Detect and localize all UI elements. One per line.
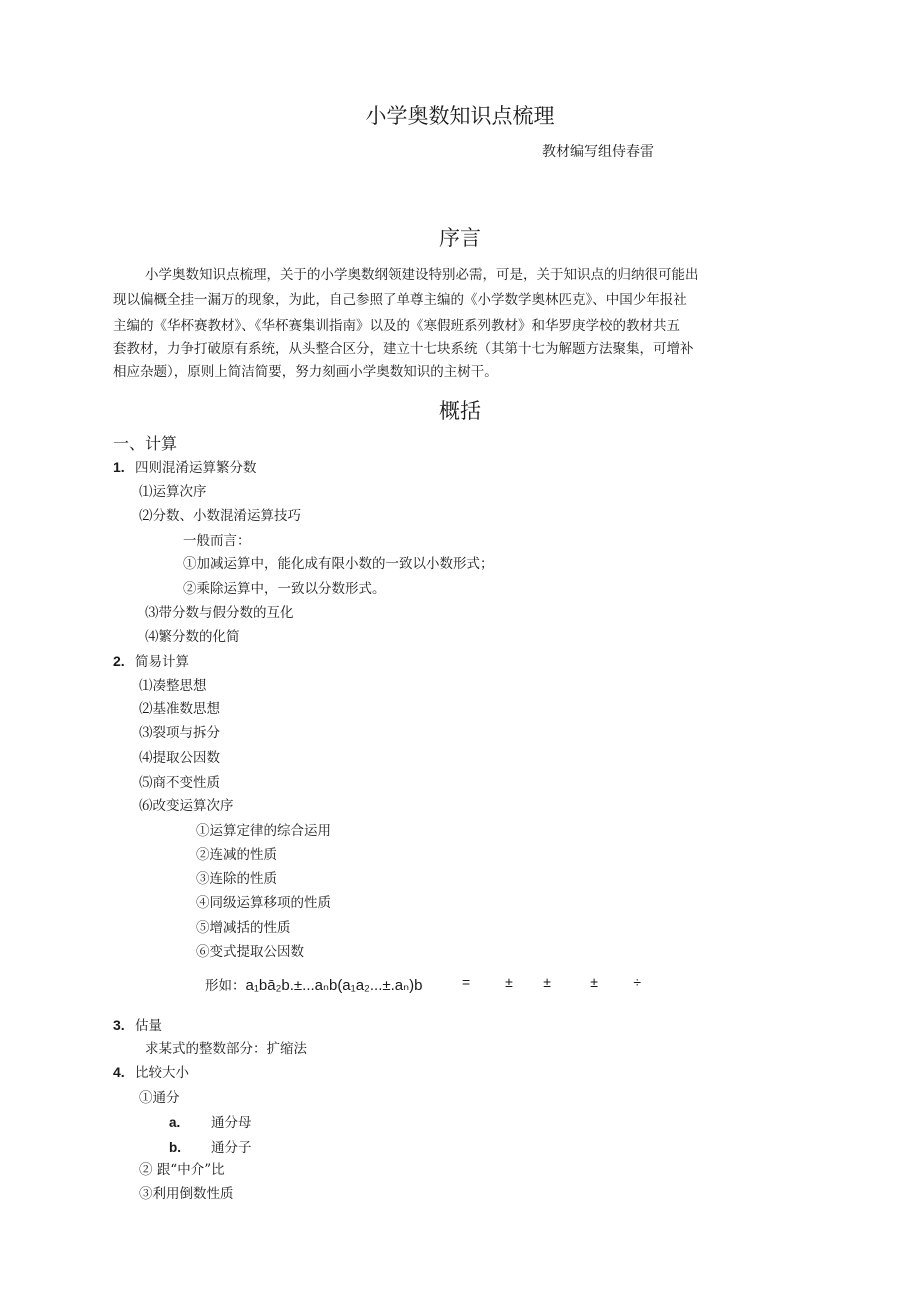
subsection-title: 简易计算 bbox=[135, 654, 189, 670]
list-item bbox=[169, 1136, 252, 1156]
subsection-number: 1. bbox=[113, 459, 125, 475]
formula-operator: ± bbox=[505, 974, 513, 990]
list-item: ①运算定律的综合运用 bbox=[196, 823, 331, 839]
list-item: ④同级运算移项的性质 bbox=[196, 895, 331, 911]
list-letter: b. bbox=[169, 1140, 181, 1155]
list-item: ⑶裂项与拆分 bbox=[139, 725, 220, 741]
outline-heading: 概括 bbox=[439, 399, 481, 423]
list-item: ③连除的性质 bbox=[196, 871, 277, 887]
list-item: ①通分 bbox=[139, 1090, 180, 1106]
formula-operator: ± bbox=[543, 974, 551, 990]
list-item: ①加减运算中，能化成有限小数的一致以小数形式； bbox=[183, 556, 494, 572]
subsection-description: 求某式的整数部分：扩缩法 bbox=[145, 1041, 307, 1057]
formula-equals: = bbox=[462, 974, 471, 990]
list-item: ⑷提取公因数 bbox=[139, 750, 220, 766]
author-line: 教材编写组侍春雷 bbox=[542, 144, 654, 160]
subsection-number: 4. bbox=[113, 1064, 125, 1080]
list-text: 通分母 bbox=[211, 1115, 252, 1131]
list-item: ⑴凑整思想 bbox=[139, 678, 207, 694]
list-item: ③利用倒数性质 bbox=[139, 1186, 234, 1202]
list-item: ②连减的性质 bbox=[196, 847, 277, 863]
list-item bbox=[169, 1111, 252, 1131]
preface-line: 主编的《华杯赛教材》、《华杯赛集训指南》以及的《寒假班系列教材》和华罗庚学校的教材共五 bbox=[113, 318, 680, 334]
section-heading-calculation: 一、计算 bbox=[113, 434, 178, 453]
subsection-4 bbox=[113, 1061, 189, 1081]
list-item: ②乘除运算中，一致以分数形式。 bbox=[183, 581, 386, 597]
list-item: ⑴运算次序 bbox=[139, 484, 207, 500]
formula-label: 形如： bbox=[205, 978, 246, 994]
list-item-note: 一般而言： bbox=[183, 533, 251, 549]
list-text: 通分子 bbox=[211, 1140, 252, 1156]
list-item: ⑸商不变性质 bbox=[139, 775, 220, 791]
formula-expression: a₁bā₂b.±...aₙb(a₁a₂...±.aₙ)b bbox=[245, 977, 423, 994]
list-letter: a. bbox=[169, 1115, 181, 1130]
subsection-1 bbox=[113, 456, 257, 476]
subsection-title: 四则混淆运算繁分数 bbox=[135, 460, 257, 476]
preface-heading: 序言 bbox=[439, 226, 481, 250]
formula-operator: ± bbox=[590, 974, 598, 990]
subsection-3 bbox=[113, 1014, 162, 1034]
subsection-title: 估量 bbox=[135, 1018, 162, 1034]
preface-line: 相应杂题），原则上简洁简要，努力刻画小学奥数知识的主树干。 bbox=[113, 364, 498, 380]
subsection-title: 比较大小 bbox=[135, 1065, 189, 1081]
document-title: 小学奥数知识点梳理 bbox=[365, 104, 555, 128]
formula-operator: ÷ bbox=[633, 974, 642, 990]
subsection-number: 3. bbox=[113, 1017, 125, 1033]
preface-line: 小学奥数知识点梳理，关于的小学奥数纲领建设特别必需，可是，关于知识点的归纳很可能出 bbox=[145, 267, 699, 283]
list-item: ⑷繁分数的化简 bbox=[145, 629, 240, 645]
preface-line: 套教材，力争打破原有系统，从头整合区分，建立十七块系统（其第十七为解题方法聚集，可增补 bbox=[113, 341, 694, 357]
list-item: ⑵分数、小数混淆运算技巧 bbox=[139, 508, 301, 524]
list-item: ⑶带分数与假分数的互化 bbox=[145, 605, 294, 621]
subsection-2 bbox=[113, 650, 189, 670]
formula-operators bbox=[462, 972, 641, 991]
list-item: ⑥变式提取公因数 bbox=[196, 944, 304, 960]
list-item: ⑹改变运算次序 bbox=[139, 798, 234, 814]
subsection-number: 2. bbox=[113, 653, 125, 669]
formula-line bbox=[205, 974, 422, 994]
list-item: ② 跟“中介”比 bbox=[139, 1162, 225, 1178]
list-item: ⑵基准数思想 bbox=[139, 701, 220, 717]
list-item: ⑤增减括的性质 bbox=[196, 920, 291, 936]
preface-line: 现以偏概全挂一漏万的现象，为此，自己参照了单尊主编的《小学数学奥林匹克》、中国少年报社 bbox=[113, 292, 687, 308]
